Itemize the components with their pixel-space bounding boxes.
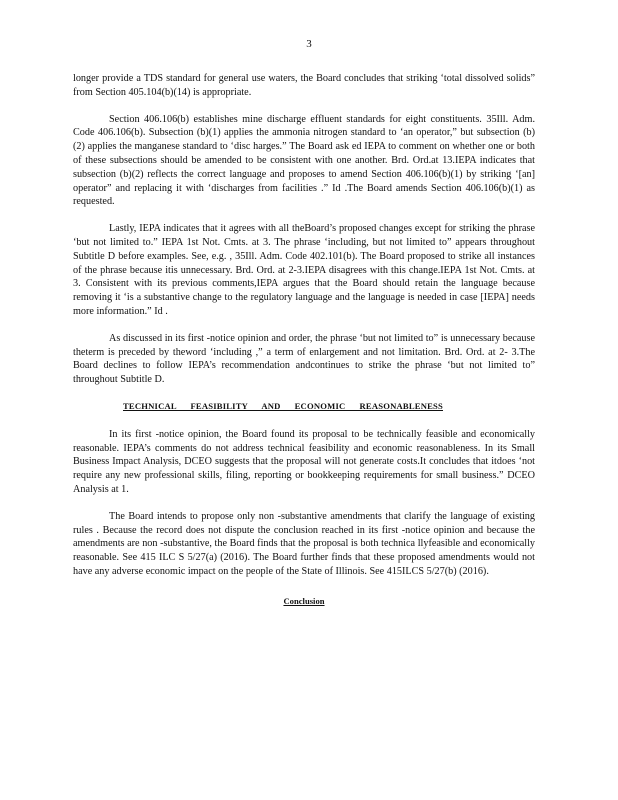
- paragraph-tds-conclusion: longer provide a TDS standard for general use waters, the Board concludes that striking ‘total dissolved solids” from Section 405.104(b)(14) is appropriate.: [73, 73, 535, 98]
- paragraph-section-406: Section 406.106(b) establishes mine discharge effluent standards for eight constituents. 35Ill. Adm. Code 406.106(b). Subsection (b)(1) applies the ammonia nitrogen standard to ‘an operator,” but subsection (b)(2) applies the manganese standard to ‘disc harges.” The Board ask ed IEPA to comment on whether one or both of these subsections should be amended to be consistent with one another. Brd. Ord.at 13.IEPA indicates that subsection (b)(2) reflects the correct language and proposes to amend Section 406.106(b)(1) by striking ‘[an] operator” and replacing it with ‘discharges from facilities .” Id .The Board amends Section 406.106(b)(1) as requested.: [73, 113, 535, 208]
- section-heading-technical-feasibility: TECHNICAL FEASIBILITY AND ECONOMIC REASONABLENESS: [123, 400, 443, 411]
- section-heading-conclusion: Conclusion: [283, 595, 325, 606]
- paragraph-first-notice-opinion: In its first -notice opinion, the Board found its proposal to be technically feasible and economically reasonable. IEPA’s comments do not address technical feasibility and economic reasonableness. In its Small Business Impact Analysis, DCEO suggests that the proposal will not generate costs.It concludes that itdoes ‘not require any new professional skills, filing, reporting or bookkeeping requirements for small business.” DCEO Analysis at 1.: [73, 428, 535, 495]
- page-number: 3: [306, 38, 312, 50]
- paragraph-board-declines: As discussed in its first -notice opinion and order, the phrase ‘but not limited to” is unnecessary because theterm is preceded by theword ‘including ,” a term of enlargement and not limitation. Brd. Ord. at 2- 3.The Board declines to follow IEPA’s recommendation andcontinues to strike the phrase ‘but not limited to” throughout Subtitle D.: [73, 332, 535, 386]
- document-body: [73, 72, 535, 609]
- paragraph-iepa-changes: Lastly, IEPA indicates that it agrees with all theBoard’s proposed changes except for striking the phrase ‘but not limited to.” IEPA 1st Not. Cmts. at 3. The phrase ‘including, but not limited to” appears throughout Subtitle D before examples. See, e.g. , 35Ill. Adm. Code 402.101(b). The Board proposed to strike all instances of the phrase because itis unnecessary. Brd. Ord. at 2-3.IEPA disagrees with this change.IEPA 1st Not. Cmts. at 3. Consistent with its previous comments,IEPA argues that the Board should retain the language because removing it ‘is a substantive change to the regulatory language and the language is needed in case [IEPA] needs more information.” Id .: [73, 223, 535, 317]
- paragraph-board-intends: The Board intends to propose only non -substantive amendments that clarify the language of existing rules . Because the record does not dispute the conclusion reached in its first -notice opinion and because the amendments are non -substantive, the Board finds that the proposal is both technica llyfeasible and economically reasonable. See 415 ILC S 5/27(a) (2016). The Board further finds that these proposed amendments would not have any adverse economic impact on the people of the State of Illinois. See 415ILCS 5/27(b) (2016).: [73, 510, 535, 577]
